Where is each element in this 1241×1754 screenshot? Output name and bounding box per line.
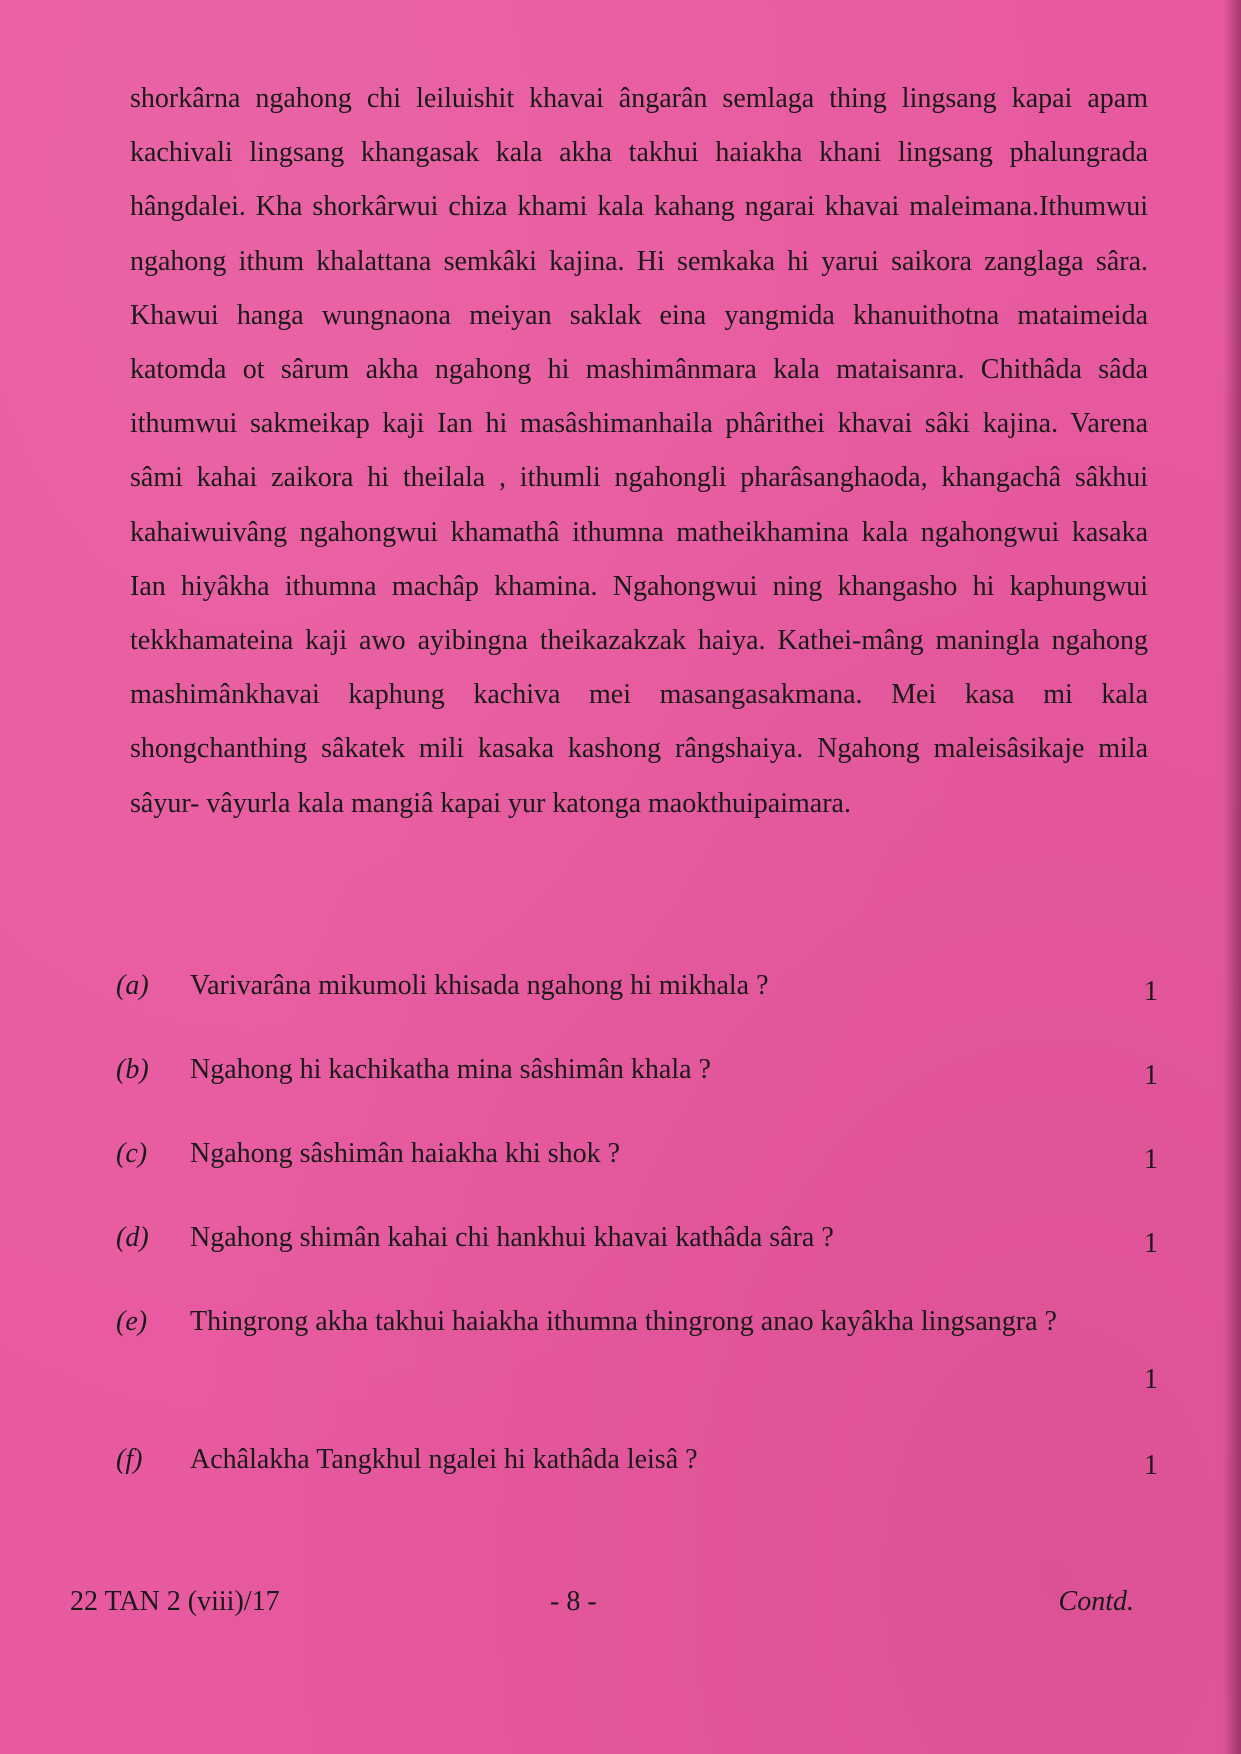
question-label: (d) — [116, 1222, 149, 1253]
question-label: (a) — [116, 970, 149, 1001]
paper-code: 22 TAN 2 (viii)/17 — [70, 1586, 280, 1617]
page-number: - 8 - — [550, 1586, 597, 1617]
question-text: Achâlakha Tangkhul ngalei hi kathâda leisâ ? — [190, 1444, 698, 1475]
question-label: (f) — [116, 1444, 143, 1475]
continued-note: Contd. — [1058, 1586, 1134, 1617]
question-text: Ngahong hi kachikatha mina sâshimân khala ? — [190, 1054, 711, 1085]
question-d — [116, 1222, 1158, 1306]
question-label: (e) — [116, 1306, 148, 1337]
question-a — [116, 970, 1158, 1054]
question-text: Thingrong akha takhui haiakha ithumna thingrong anao kayâkha lingsangra ? — [190, 1306, 1057, 1337]
question-text: Ngahong sâshimân haiakha khi shok ? — [190, 1138, 621, 1169]
question-marks: 1 — [1144, 1364, 1158, 1395]
question-text: Ngahong shimân kahai chi hankhui khavai kathâda sâra ? — [190, 1222, 834, 1253]
question-marks: 1 — [1144, 1144, 1158, 1175]
question-f — [116, 1444, 1158, 1528]
question-text: Varivarâna mikumoli khisada ngahong hi mikhala ? — [190, 970, 769, 1001]
page-edge-shadow — [1223, 0, 1241, 1754]
question-e — [116, 1306, 1158, 1444]
question-marks: 1 — [1144, 1228, 1158, 1259]
question-label: (c) — [116, 1138, 148, 1169]
comprehension-passage — [130, 72, 1148, 831]
page-footer — [70, 1586, 1134, 1626]
question-marks: 1 — [1144, 1450, 1158, 1481]
question-c — [116, 1138, 1158, 1222]
question-b — [116, 1054, 1158, 1138]
question-list — [116, 970, 1158, 1528]
question-marks: 1 — [1144, 976, 1158, 1007]
question-marks: 1 — [1144, 1060, 1158, 1091]
passage-text: shorkârna ngahong chi leiluishit khavai ângarân semlaga thing lingsang kapai apam kachivali lingsang khangasak kala akha takhui haiakha khani lingsang phalungrada hângdalei. Kha shorkârwui chiza khami kala kahang ngarai khavai maleimana.Ithumwui ngahong ithum khalattana semkâki kajina. Hi semkaka hi yarui saikora zanglaga sâra. Khawui hanga wungnaona meiyan saklak eina yangmida khanuithotna mataimeida katomda ot sârum akha ngahong hi mashimânmara kala mataisanra. Chithâda sâda ithumwui sakmeikap kaji Ian hi masâshimanhaila phârithei khavai sâki kajina. Varena sâmi kahai zaikora hi theilala , ithumli ngahongli pharâsanghaoda, khangachâ sâkhui kahaiwuivâng ngahongwui khamathâ ithumna matheikhamina kala ngahongwui kasaka Ian hiyâkha ithumna machâp khamina. Ngahongwui ning khangasho hi kaphungwui tekkhamateina kaji awo ayibingna theikazakzak haiya. Kathei-mâng maningla ngahong mashimânkhavai kaphung kachiva mei masangasakmana. Mei kasa mi kala shongchanthing sâkatek mili kasaka kashong rângshaiya. Ngahong maleisâsikaje mila sâyur- vâyurla kala mangiâ kapai yur katonga maokthuipaimara. — [130, 83, 1148, 819]
question-label: (b) — [116, 1054, 149, 1085]
